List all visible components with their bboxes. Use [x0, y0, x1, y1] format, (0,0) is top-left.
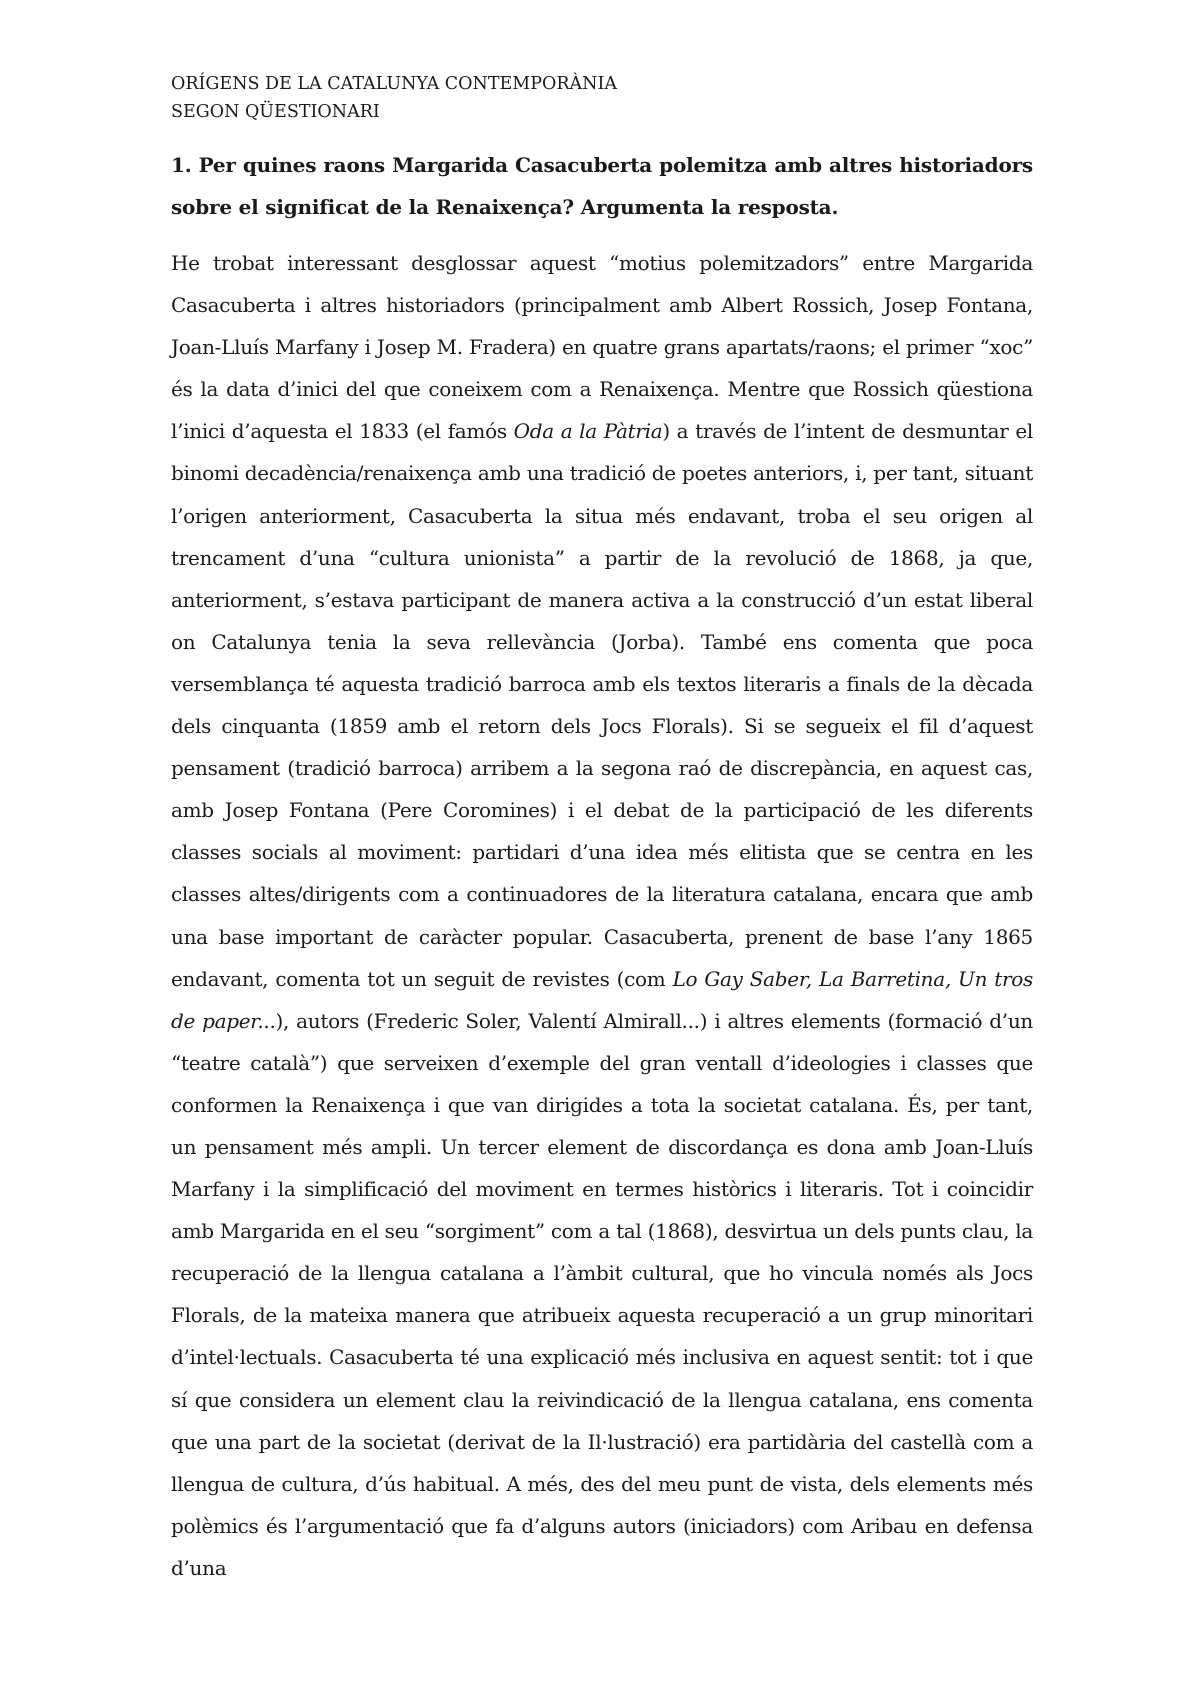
document-page: [171, 70, 1033, 1589]
question-heading: 1. Per quines raons Margarida Casacuberta polemitza amb altres historiadors sobre el significat de la Renaixença? Argumenta la resposta.: [171, 153, 1033, 219]
answer-text-part-1: He trobat interessant desglossar aquest “motius polemitzadors” entre Margarida Casacuberta i altres historiadors (principalment amb Albert Rossich, Josep Fontana, Joan-Lluís Marfany i Josep M. Fradera) en quatre grans apartats/raons; el primer “xoc” és la data d’inici del que coneixem com a Renaixença. Mentre que Rossich qüestiona l’inici d’aquesta el 1833 (el famós: [171, 251, 1033, 444]
answer-italic-title-2: Lo Gay Saber, La Barretina, Un tros de paper...: [171, 966, 1033, 1033]
course-title: ORÍGENS DE LA CATALUNYA CONTEMPORÀNIA: [171, 74, 618, 94]
document-header: [171, 70, 1033, 126]
answer-italic-title-1: Oda a la Pàtria: [513, 419, 663, 444]
answer-text-part-2: ) a través de l’intent de desmuntar el binomi decadència/renaixença amb una tradició de poetes anteriors, i, per tant, situant l’origen anteriorment, Casacuberta la situa més endavant, troba el seu origen al trencament d’una “cultura unionista” a partir de la revolució de 1868, ja que, anteriorment, s’estava participant de manera activa a la construcció d’un estat liberal on Catalunya tenia la seva rellevància (Jorba). També ens comenta que poca versemblança té aquesta tradició barroca amb els textos literaris a finals de la dècada dels cinquanta (1859 amb el retorn dels Jocs Florals). Si se segueix el fil d’aquest pensament (tradició barroca) arribem a la segona raó de discrepància, en aquest cas, amb Josep Fontana (Pere Coromines) i el debat de la participació de les diferents classes socials al moviment: partidari d’una idea més elitista que se centra en les classes altes/dirigents com a continuadores de la literatura catalana, encara que amb una base important de caràcter popular. Casacuberta, prenent de base l’any 1865 endavant, comenta tot un seguit de revistes (com: [171, 419, 1034, 991]
answer-text-part-3: ), autors (Frederic Soler, Valentí Almirall...) i altres elements (formació d’un “teatre català”) que serveixen d’exemple del gran ventall d’ideologies i classes que conformen la Renaixença i que van dirigides a tota la societat catalana. És, per tant, un pensament més ampli. Un tercer element de discordança es dona amb Joan-Lluís Marfany i la simplificació del moviment en termes històrics i literaris. Tot i coincidir amb Margarida en el seu “sorgiment” com a tal (1868), desvirtua un dels punts clau, la recuperació de la llengua catalana a l’àmbit cultural, que ho vincula només als Jocs Florals, de la mateixa manera que atribueix aquesta recuperació a un grup minoritari d’intel·lectuals. Casacuberta té una explicació més inclusiva en aquest sentit: tot i que sí que considera un element clau la reivindicació de la llengua catalana, ens comenta que una part de la societat (derivat de la Il·lustració) era partidària del castellà com a llengua de cultura, d’ús habitual. A més, des del meu punt de vista, dels elements més polèmics és l’argumentació que fa d’alguns autors (iniciadors) com Aribau en defensa d’una: [171, 1008, 1033, 1580]
questionnaire-title: SEGON QÜESTIONARI: [171, 102, 380, 122]
answer-paragraph: [171, 242, 1033, 1589]
